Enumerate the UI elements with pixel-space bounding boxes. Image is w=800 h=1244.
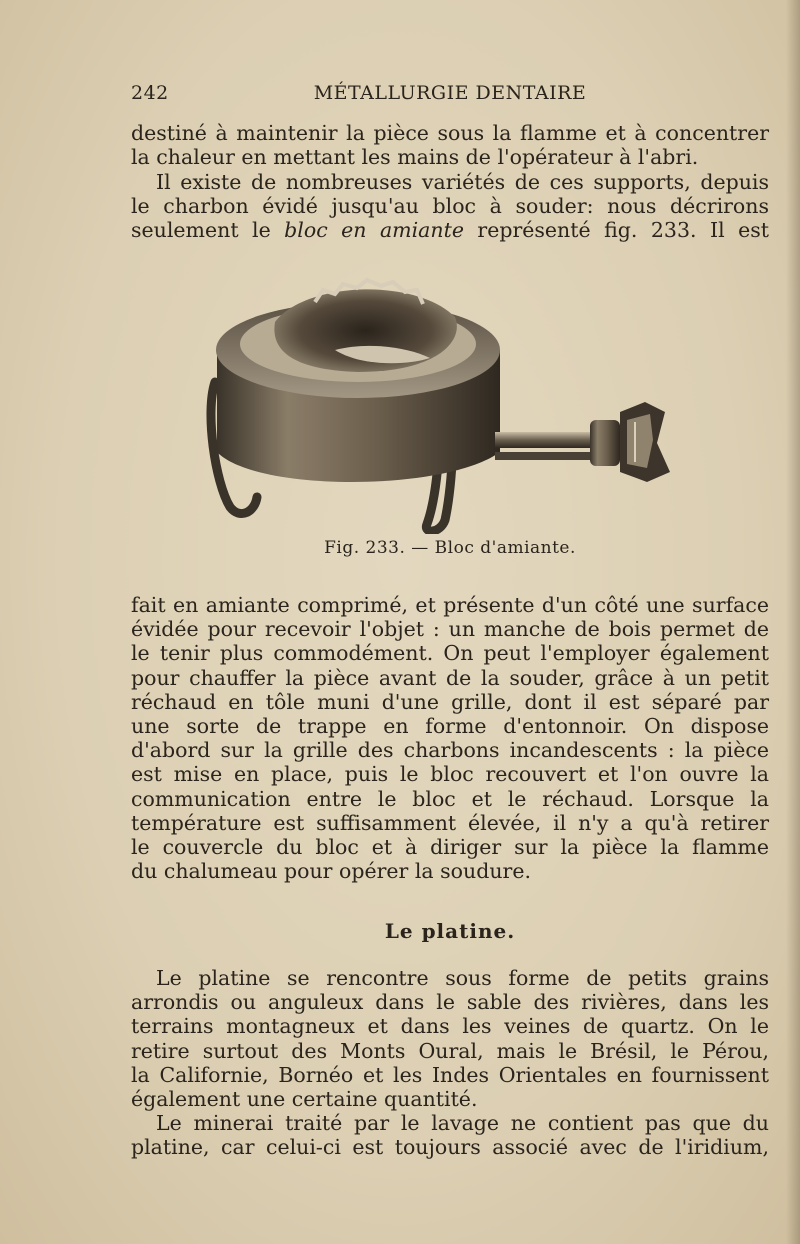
page-number: 242	[131, 82, 169, 104]
paragraph-3	[131, 593, 769, 883]
paragraph-4	[131, 966, 769, 1111]
section-heading: Le platine.	[384, 919, 516, 943]
text-segment: représenté fig. 233. Il est	[463, 218, 769, 243]
text-line: la chaleur en mettant les mains de l'opérateur à l'abri.	[131, 145, 699, 170]
text-line: communication entre le bloc et le réchaud. Lorsque la	[131, 786, 769, 811]
text-line: le tenir plus commodément. On peut l'employer également	[131, 641, 769, 666]
paragraph-2	[131, 170, 769, 243]
text-line-with-italic	[131, 218, 769, 242]
text-line: est mise en place, puis le bloc recouvert et l'on ouvre la	[131, 762, 769, 787]
figure-caption: Fig. 233. — Bloc d'amiante.	[324, 538, 576, 558]
text-line: retire surtout des Monts Oural, mais le Brésil, le Pérou,	[131, 1038, 769, 1063]
text-line: Le platine se rencontre sous forme de petits grains	[156, 966, 769, 990]
text-line: Il existe de nombreuses variétés de ces supports, depuis	[156, 170, 769, 194]
text-line: du chalumeau pour opérer la soudure.	[131, 859, 531, 884]
italic-term: bloc en amiante	[284, 218, 464, 243]
text-line: destiné à maintenir la pièce sous la flamme et à concentrer	[131, 121, 769, 145]
text-line: le charbon évidé jusqu'au bloc à souder: nous décrirons	[131, 194, 769, 219]
text-line: fait en amiante comprimé, et présente d'un côté une surface	[131, 593, 769, 617]
text-line: la Californie, Bornéo et les Indes Orientales en fournissent	[131, 1062, 769, 1087]
text-line: le couvercle du bloc et à diriger sur la pièce la flamme	[131, 834, 769, 859]
text-line: arrondis ou anguleux dans le sable des rivières, dans les	[131, 990, 769, 1015]
asbestos-block-illustration	[195, 262, 685, 534]
text-segment: seulement le	[131, 218, 285, 243]
paragraph-1	[131, 121, 769, 169]
text-line: pour chauffer la pièce avant de la souder, grâce à un petit	[131, 665, 769, 690]
text-line: terrains montagneux et dans les veines de quartz. On le	[131, 1014, 769, 1039]
text-line: réchaud en tôle muni d'une grille, dont il est séparé par	[131, 689, 769, 714]
text-line: également une certaine quantité.	[131, 1086, 478, 1111]
text-line: évidée pour recevoir l'objet : un manche de bois permet de	[131, 617, 769, 642]
paragraph-5	[131, 1111, 769, 1159]
running-head	[131, 82, 769, 110]
text-line: une sorte de trappe en forme d'entonnoir. On dispose	[131, 713, 769, 738]
text-line: d'abord sur la grille des charbons incandescents : la pièce	[131, 738, 769, 763]
text-line: Le minerai traité par le lavage ne contient pas que du	[156, 1111, 769, 1135]
text-line: température est suffisamment élevée, il n'y a qu'à retirer	[131, 810, 769, 835]
running-title: MÉTALLURGIE DENTAIRE	[313, 82, 587, 104]
text-line: platine, car celui-ci est toujours associé avec de l'iridium,	[131, 1135, 769, 1160]
